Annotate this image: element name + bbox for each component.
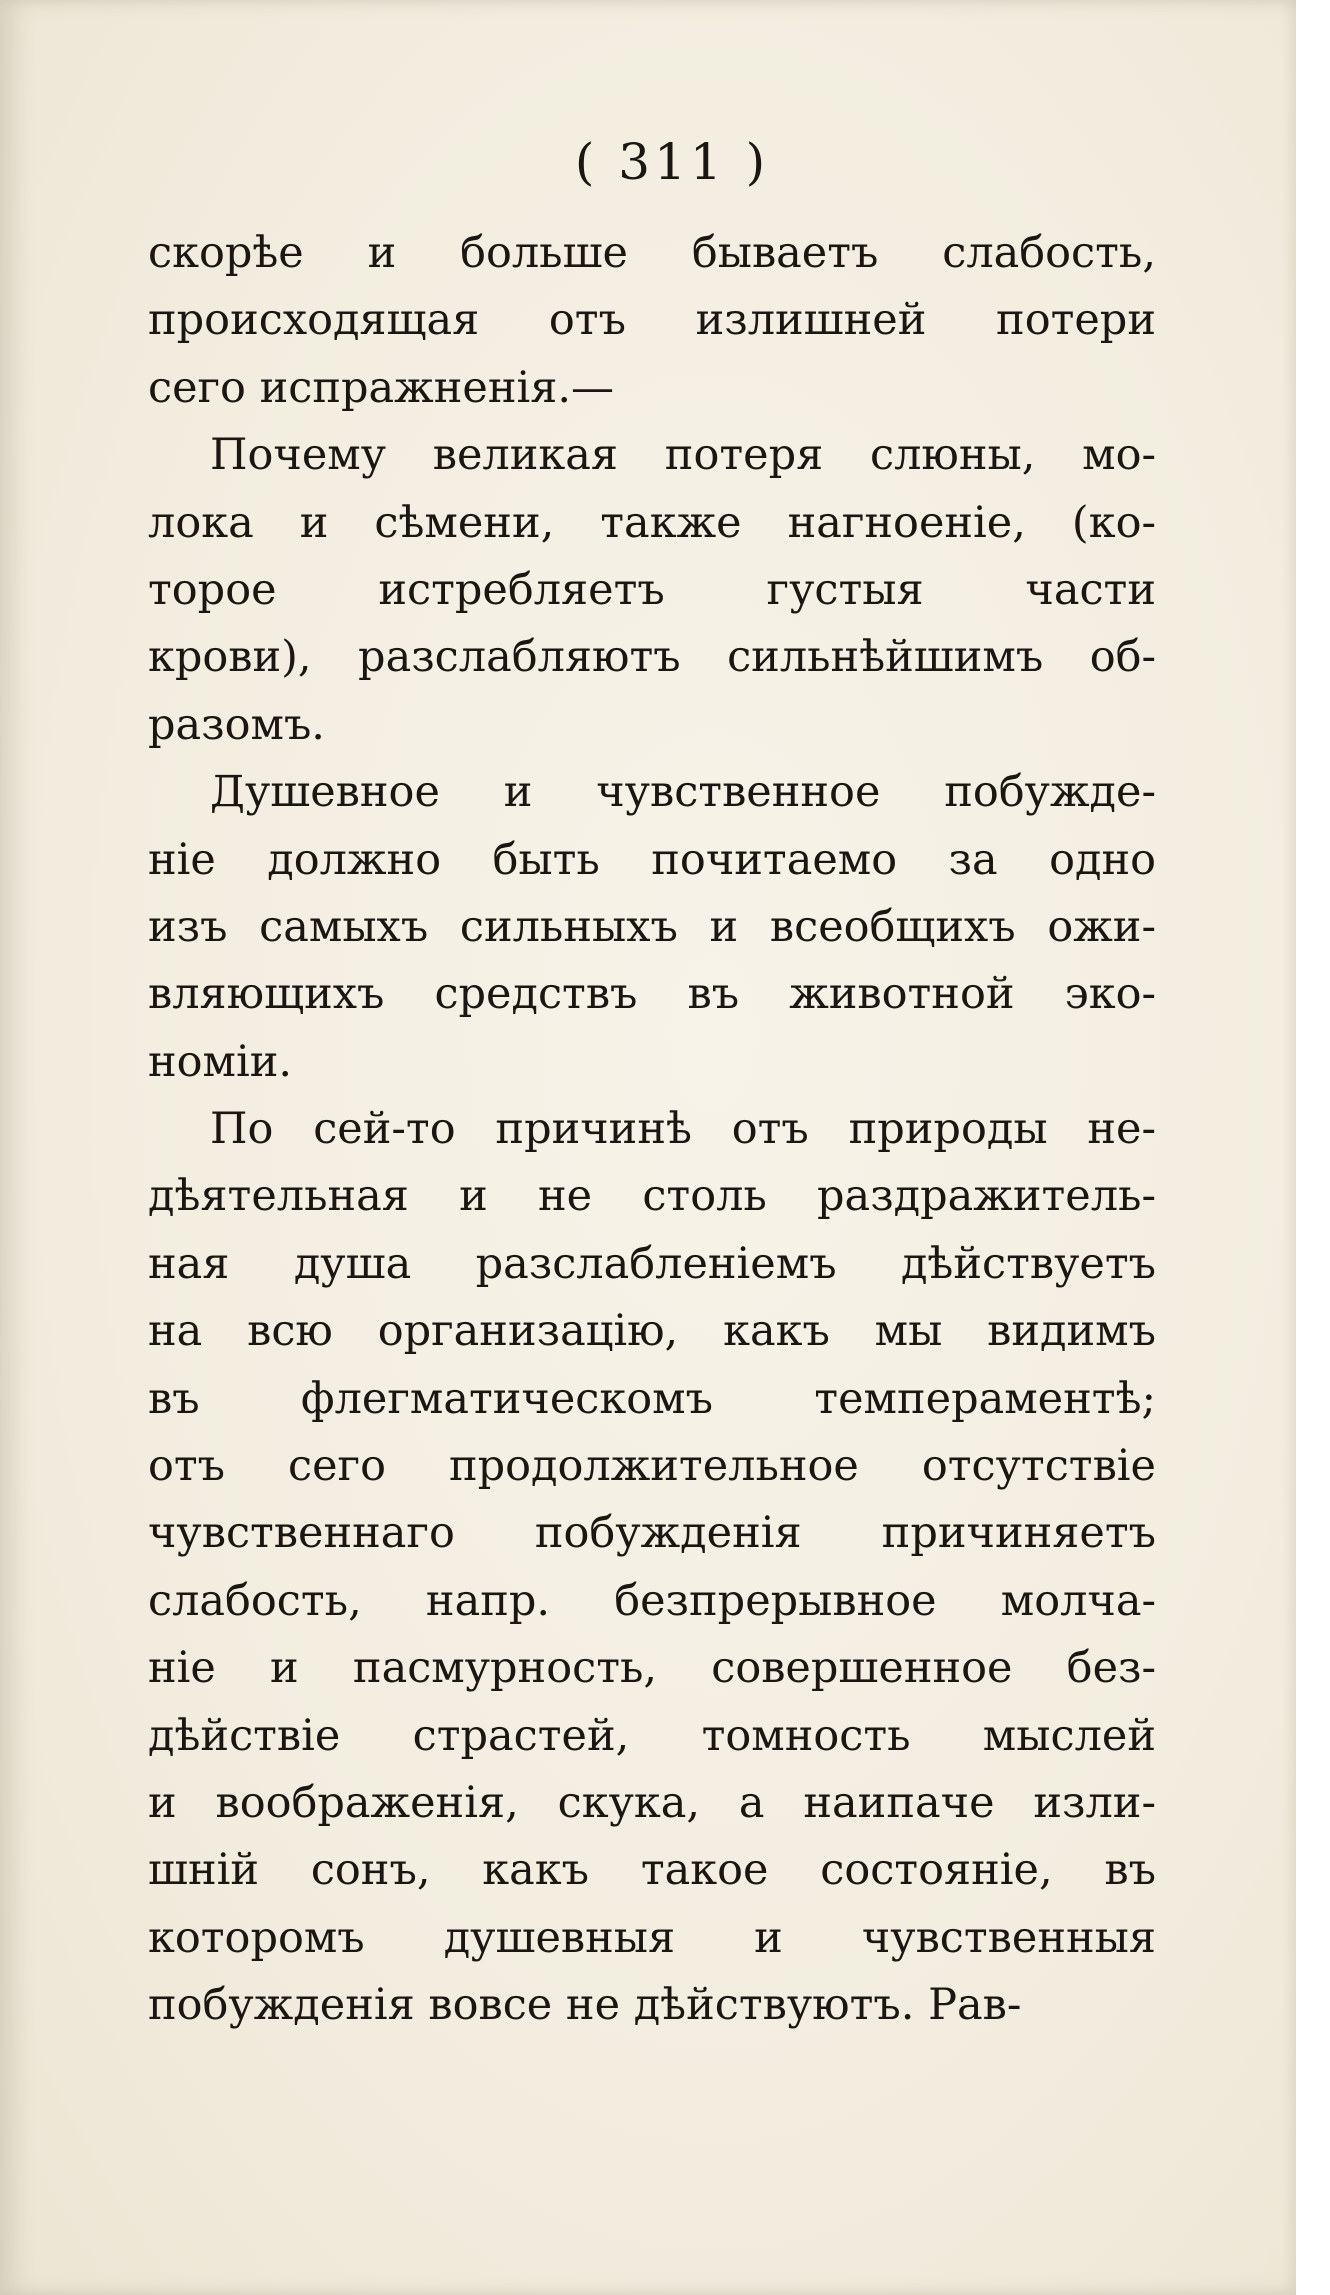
text-line: побужденія вовсе не дѣйствуютъ. Рав- [148, 1980, 1022, 2031]
text-line: сего испражненія.— [148, 362, 615, 413]
text-line: дѣятельная и не столь раздражитель- [148, 1171, 1156, 1222]
page-text [148, 130, 1156, 2040]
paragraph [148, 759, 1156, 1096]
text-line: шній сонъ, какъ такое состояніе, въ [148, 1845, 1156, 1896]
text-line: происходящая отъ излишней потери [148, 295, 1156, 346]
text-line: чувственнаго побужденія причиняетъ [148, 1508, 1156, 1559]
text-line: вляющихъ средствъ въ животной эко- [148, 969, 1156, 1020]
text-line: отъ сего продолжительное отсутствіе [148, 1441, 1156, 1492]
text-line: ная душа разслабленіемъ дѣйствуетъ [148, 1238, 1156, 1289]
text-line: Душевное и чувственное побужде- [210, 767, 1156, 818]
text-line: скорѣе и больше бываетъ слабость, [148, 228, 1156, 278]
text-line: разомъ. [148, 699, 325, 750]
text-line: и воображенія, скука, а наипаче изли- [148, 1777, 1156, 1828]
text-line: на всю организацію, какъ мы видимъ [148, 1306, 1156, 1357]
page-number: ( 311 ) [574, 133, 770, 191]
text-line: торое истребляетъ густыя части [148, 564, 1156, 615]
text-line: номіи. [148, 1036, 293, 1087]
text-line: Почему великая потеря слюны, мо- [210, 430, 1156, 481]
text-line: изъ самыхъ сильныхъ и всеобщихъ ожи- [148, 901, 1156, 952]
text-line: крови), разслабляютъ сильнѣйшимъ об- [148, 632, 1156, 683]
text-line: въ флегматическомъ темпераментѣ; [148, 1373, 1156, 1424]
text-line: По сей-то причинѣ отъ природы не- [210, 1104, 1156, 1155]
text-line: дѣйствіе страстей, томность мыслей [148, 1710, 1156, 1761]
body-text [148, 220, 1156, 2040]
paragraph [148, 422, 1156, 759]
text-line: ніе должно быть почитаемо за одно [148, 834, 1156, 885]
text-line: которомъ душевныя и чувственныя [148, 1912, 1156, 1963]
text-line: ніе и пасмурность, совершенное без- [148, 1643, 1156, 1694]
paragraph [148, 220, 1156, 422]
text-line: слабость, напр. безпрерывное молча- [148, 1575, 1156, 1626]
text-line: лока и сѣмени, также нагноеніе, (ко- [148, 497, 1156, 548]
scan-margin [1296, 0, 1330, 2295]
paragraph [148, 1096, 1156, 2039]
